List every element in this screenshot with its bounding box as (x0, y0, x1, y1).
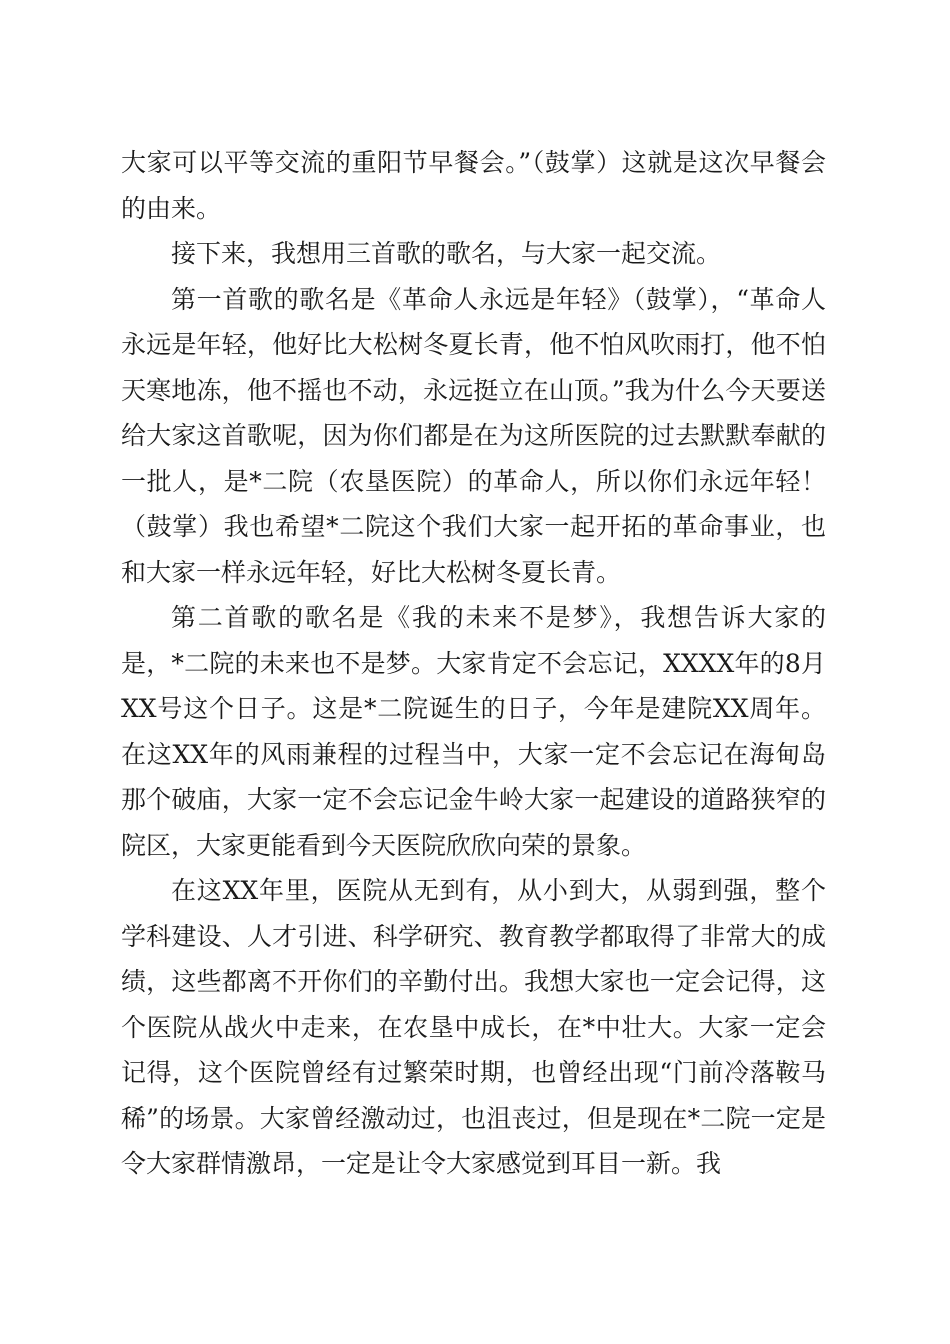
paragraph-2: 接下来，我想用三首歌的歌名，与大家一起交流。 (171, 239, 722, 268)
paragraph-1: 大家可以平等交流的重阳节早餐会。”（鼓掌）这就是这次早餐会的由来。 (121, 148, 826, 223)
paragraph-3: 第一首歌的歌名是《革命人永远是年轻》（鼓掌），“革命人永远是年轻，他好比大松树冬夏长青，他不怕风吹雨打，他不怕天寒地冻，他不摇也不动，永远挺立在山顶。”我为什么今天要送给大家这首歌呢，因为你们都是在为这所医院的过去默默奉献的一批人，是*二院（农垦医院）的革命人，所以你们永远年轻！（鼓掌）我也希望*二院这个我们大家一起开拓的革命事业，也和大家一样永远年轻，好比大松树冬夏长青。 (121, 284, 826, 587)
paragraph-5: 在这XX年里，医院从无到有，从小到大，从弱到强，整个学科建设、人才引进、科学研究、教育教学都取得了非常大的成绩，这些都离不开你们的辛勤付出。我想大家也一定会记得，这个医院从战火中走来，在农垦中成长，在*中壮大。大家一定会记得，这个医院曾经有过繁荣时期，也曾经出现“门前冷落鞍马稀”的场景。大家曾经激动过，也沮丧过，但是现在*二院一定是令大家群情激昂，一定是让令大家感觉到耳目一新。我 (121, 876, 826, 1178)
paragraph-4: 第二首歌的歌名是《我的未来不是梦》，我想告诉大家的是，*二院的未来也不是梦。大家肯定不会忘记，XXXX年的8月XX号这个日子。这是*二院诞生的日子，今年是建院XX周年。在这XX年的风雨兼程的过程当中，大家一定不会忘记在海甸岛那个破庙，大家一定不会忘记金牛岭大家一起建设的道路狭窄的院区，大家更能看到今天医院欣欣向荣的景象。 (121, 603, 826, 860)
body-text (121, 140, 826, 1187)
